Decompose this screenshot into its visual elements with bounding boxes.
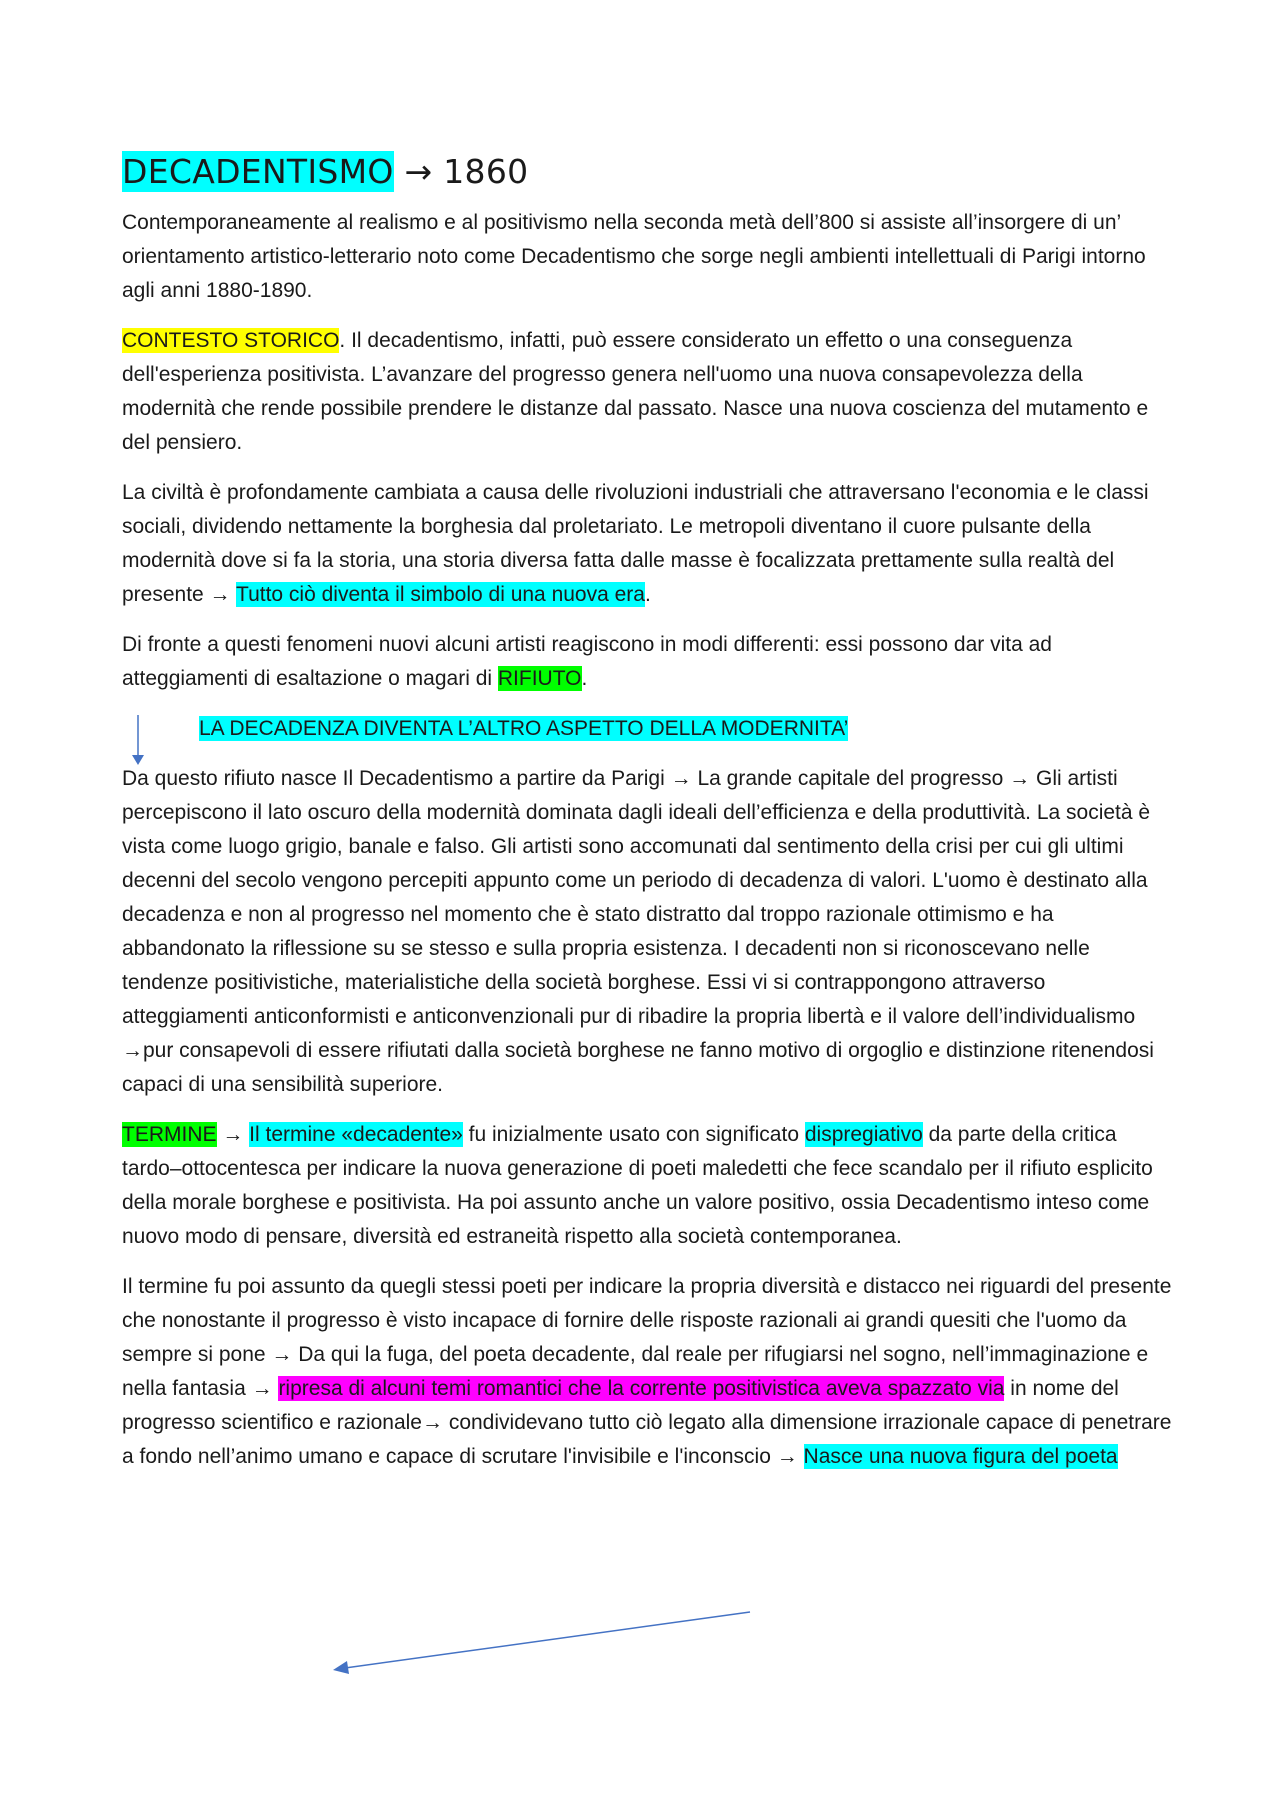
title-main: DECADENTISMO — [122, 152, 394, 191]
paragraph-termine — [122, 1118, 1172, 1254]
paragraph-contesto-text: . Il decadentismo, infatti, può essere considerato un effetto o una conseguenza dell'esperienza positivista. L’avanzare del progresso genera nell'uomo una nuova consapevolezza della modernità che rende possibile prendere le distanze dal passato. Nasce una nuova coscienza del mutamento e del pensiero. — [122, 329, 1149, 454]
paragraph-fenomeni — [122, 628, 1172, 696]
document-body — [122, 148, 1172, 1490]
arrow-down-icon — [128, 715, 148, 767]
paragraph-civilta — [122, 476, 1172, 612]
highlight-termine-decadente: Il termine «decadente» — [249, 1123, 463, 1146]
poeti-text-1: Il termine fu poi assunto da quegli stessi poeti per indicare la propria diversità e distacco nei riguardi del presente che nonostante il progresso è visto incapace di fornire delle risposte razionali ai grandi quesiti che l'uomo da sempre si pone → Da qui la fuga, del poeta decadente, dal reale per rifugiarsi nel sogno, nell’immaginazione e nella fantasia → — [122, 1275, 1172, 1400]
paragraph-rifiuto: Da questo rifiuto nasce Il Decadentismo a partire da Parigi → La grande capitale del progresso → Gli artisti percepiscono il lato oscuro della modernità dominata dagli ideali dell’efficienza e della produttività. La società è vista come luogo grigio, banale e falso. Gli artisti sono accomunati dal sentimento della crisi per cui gli ultimi decenni del secolo vengono percepiti appunto come un periodo di decadenza di valori. L'uomo è destinato alla decadenza e non al progresso nel momento che è stato distratto dal troppo razionale ottimismo e ha abbandonato la riflessione su se stesso e sulla propria esistenza. I decadenti non si riconoscevano nelle tendenze positivistiche, materialistiche della società borghese. Essi vi si contrappongono attraverso atteggiamenti anticonformisti e anticonvenzionali pur di ribadire la propria libertà e il valore dell’individualismo →pur consapevoli di essere rifiutati dalla società borghese ne fanno motivo di orgoglio e distinzione ritenendosi capaci di una sensibilità superiore. — [122, 767, 1154, 1096]
termine-text-1: fu inizialmente usato con significato — [462, 1123, 805, 1146]
paragraph-fenomeni-end: . — [581, 667, 588, 690]
highlight-temi-romantici: ripresa di alcuni temi romantici che la corrente positivistica aveva spazzato via — [278, 1377, 1005, 1400]
termine-arrow: → — [216, 1123, 250, 1146]
highlight-nuova-figura: Nasce una nuova figura del poeta — [803, 1445, 1118, 1468]
callout-text: LA DECADENZA DIVENTA L’ALTRO ASPETTO DELLA MODERNITA’ — [199, 717, 849, 740]
label-contesto-storico: CONTESTO STORICO — [122, 329, 340, 352]
page-title — [122, 148, 1172, 196]
paragraph-civilta-end: . — [644, 583, 651, 606]
highlight-nuova-era: Tutto ciò diventa il simbolo di una nuova era — [236, 583, 645, 606]
callout-decadenza — [122, 712, 1172, 746]
paragraph-civilta-text: La civiltà è profondamente cambiata a causa delle rivoluzioni industriali che attraversano l'economia e le classi sociali, dividendo nettamente la borghesia dal proletariato. Le metropoli diventano il cuore pulsante della modernità dove si fa la storia, una storia diversa fatta dalle masse è focalizzata prettamente sulla realtà del presente → — [122, 481, 1149, 606]
poeti-text-2: in nome del progresso scientifico e razionale→ condividevano tutto ciò legato alla dimensione irrazionale capace di penetrare a fondo nell’animo umano e capace di scrutare l'invisibile e l'inconscio → — [122, 1377, 1172, 1468]
title-year: 1860 — [443, 152, 529, 191]
highlight-dispregiativo: dispregiativo — [804, 1123, 923, 1146]
termine-text-2: da parte della critica tardo–ottocentesca per indicare la nuova generazione di poeti maledetti che fece scandalo per il rifiuto esplicito della morale borghese e positivista. Ha poi assunto anche un valore positivo, ossia Decadentismo inteso come nuovo modo di pensare, diversità ed estraneità rispetto alla società contemporanea. — [122, 1123, 1153, 1248]
title-arrow: → — [404, 152, 433, 191]
label-termine: TERMINE — [122, 1123, 217, 1146]
paragraph-intro: Contemporaneamente al realismo e al positivismo nella seconda metà dell’800 si assiste all’insorgere di un’ orientamento artistico-letterario noto come Decadentismo che sorge negli ambienti intellettuali di Parigi intorno agli anni 1880-1890. — [122, 211, 1146, 302]
highlight-rifiuto: RIFIUTO — [497, 667, 582, 690]
paragraph-fenomeni-text: Di fronte a questi fenomeni nuovi alcuni artisti reagiscono in modi differenti: essi possono dar vita ad atteggiamenti di esaltazione o magari di — [122, 633, 1052, 690]
paragraph-poeti — [122, 1270, 1172, 1474]
paragraph-contesto — [122, 324, 1172, 460]
